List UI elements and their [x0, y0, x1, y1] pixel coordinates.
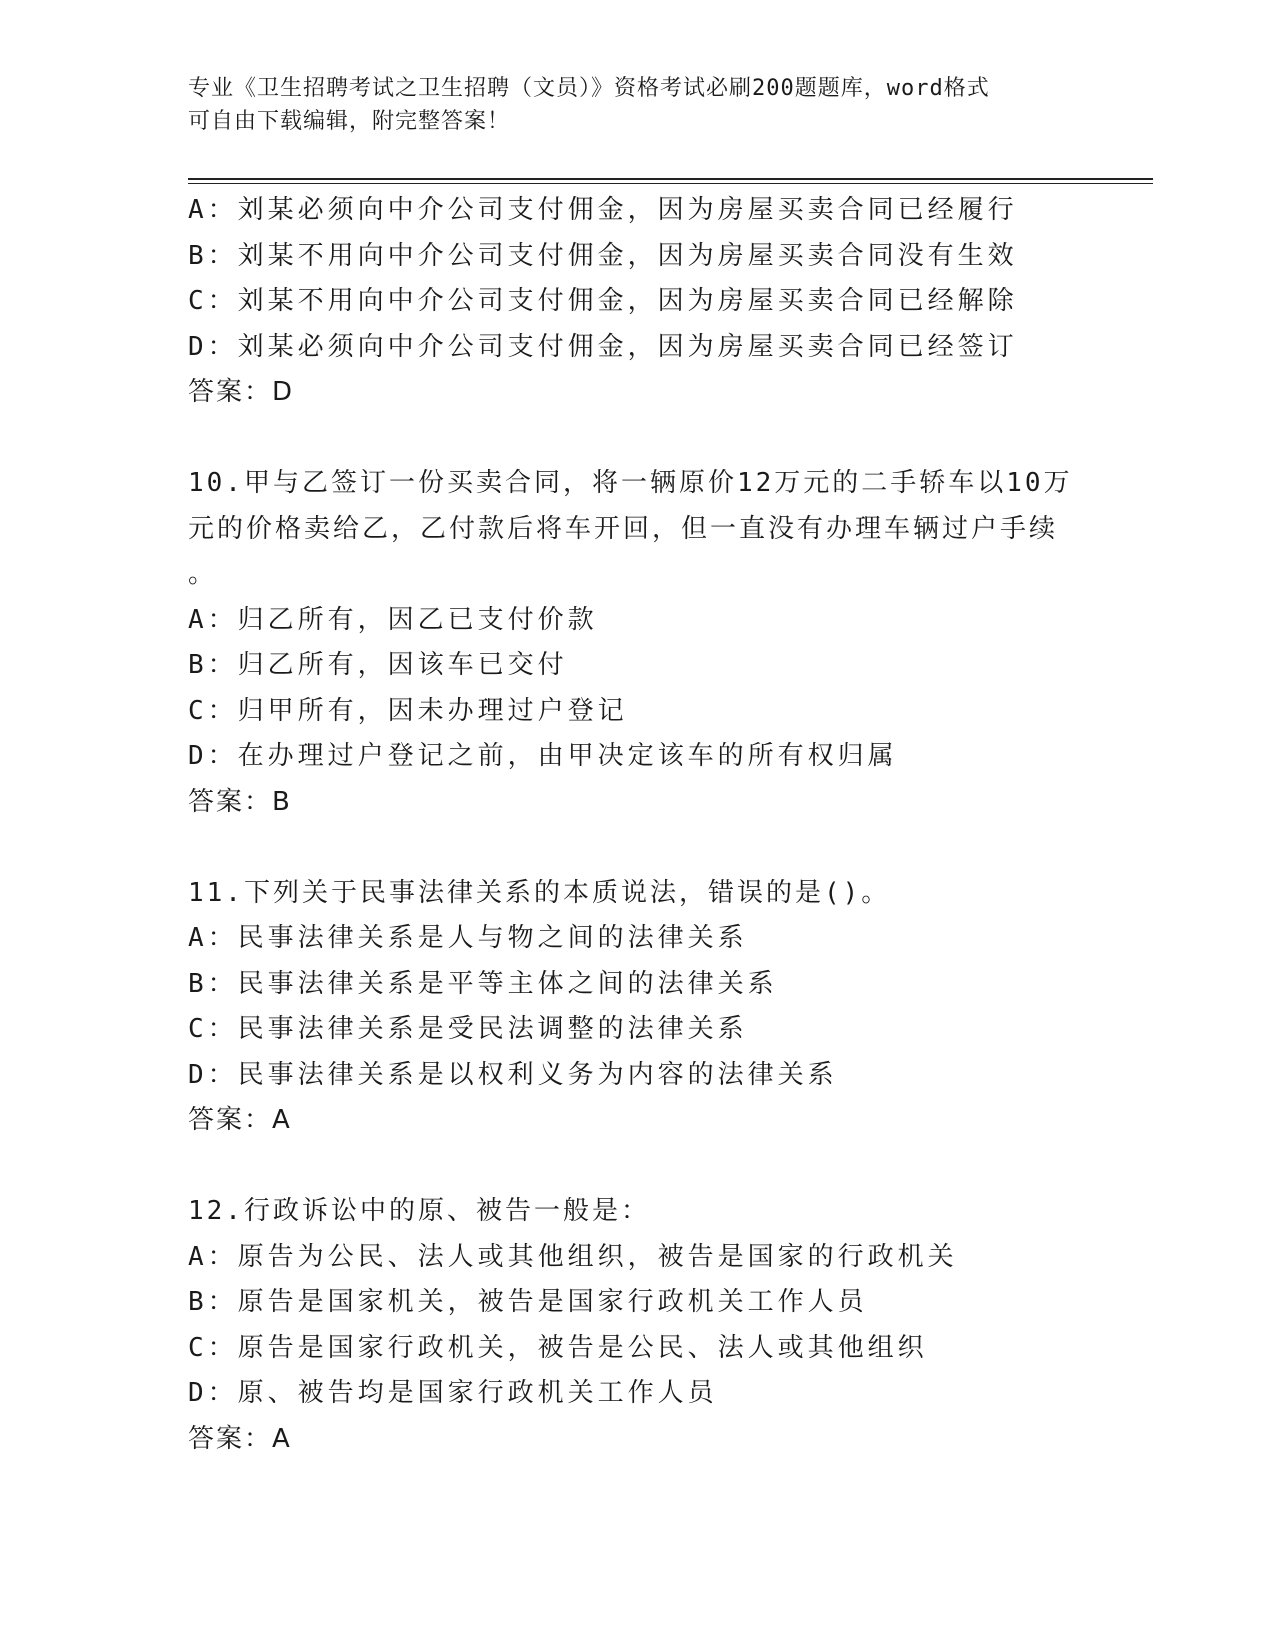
block-spacer	[188, 1144, 1148, 1190]
question-stem-line: 12.行政诉讼中的原、被告一般是：	[188, 1196, 650, 1226]
question-stem	[188, 871, 1148, 917]
answer-option: D：刘某必须向中介公司支付佣金，因为房屋买卖合同已经签订	[188, 331, 1018, 362]
answer-option: A：民事法律关系是人与物之间的法律关系	[188, 923, 748, 953]
block-spacer	[188, 825, 1148, 871]
answer-key: 答案：B	[188, 786, 292, 817]
question-block	[188, 1189, 1148, 1462]
question-list	[188, 188, 1148, 1462]
answer-option: C：原告是国家行政机关，被告是公民、法人或其他组织	[188, 1332, 928, 1363]
header-rule-thin	[188, 183, 1153, 184]
header-line-1: 专业《卫生招聘考试之卫生招聘（文员）》资格考试必刷200题题库，word格式	[188, 76, 990, 101]
answer-option: A：刘某必须向中介公司支付佣金，因为房屋买卖合同已经履行	[188, 195, 1018, 225]
answer-option: B：归乙所有，因该车已交付	[188, 650, 568, 680]
question-stem	[188, 461, 1148, 598]
answer-option: D：原、被告均是国家行政机关工作人员	[188, 1378, 718, 1408]
answer-option: B：刘某不用向中介公司支付佣金，因为房屋买卖合同没有生效	[188, 240, 1018, 271]
question-stem-line: 10.甲与乙签订一份买卖合同，将一辆原价12万元的二手轿车以10万	[188, 468, 1073, 498]
question-block	[188, 188, 1148, 416]
answer-option: D：民事法律关系是以权利义务为内容的法律关系	[188, 1059, 838, 1090]
question-block	[188, 871, 1148, 1144]
answer-option: C：归甲所有，因未办理过户登记	[188, 695, 628, 726]
answer-option: C：刘某不用向中介公司支付佣金，因为房屋买卖合同已经解除	[188, 286, 1018, 316]
answer-key: 答案：A	[188, 1423, 292, 1454]
answer-option: B：原告是国家机关，被告是国家行政机关工作人员	[188, 1287, 868, 1317]
question-block	[188, 461, 1148, 825]
answer-option: C：民事法律关系是受民法调整的法律关系	[188, 1014, 748, 1044]
question-stem-line: 11.下列关于民事法律关系的本质说法，错误的是()。	[188, 877, 891, 908]
answer-key: 答案：A	[188, 1105, 292, 1135]
question-stem-line: 。	[188, 559, 218, 589]
header-line-2: 可自由下载编辑，附完整答案！	[188, 109, 511, 134]
question-stem-line: 元的价格卖给乙，乙付款后将车开回，但一直没有办理车辆过户手续	[188, 513, 1059, 544]
answer-option: D：在办理过户登记之前，由甲决定该车的所有权归属	[188, 741, 898, 771]
answer-option: A：归乙所有，因乙已支付价款	[188, 604, 598, 635]
header-rule-thick	[188, 178, 1153, 180]
block-spacer	[188, 416, 1148, 462]
document-header	[188, 72, 1088, 138]
answer-key: 答案：D	[188, 377, 295, 407]
question-stem	[188, 1189, 1148, 1235]
answer-option: A：原告为公民、法人或其他组织，被告是国家的行政机关	[188, 1241, 958, 1272]
answer-option: B：民事法律关系是平等主体之间的法律关系	[188, 968, 778, 999]
